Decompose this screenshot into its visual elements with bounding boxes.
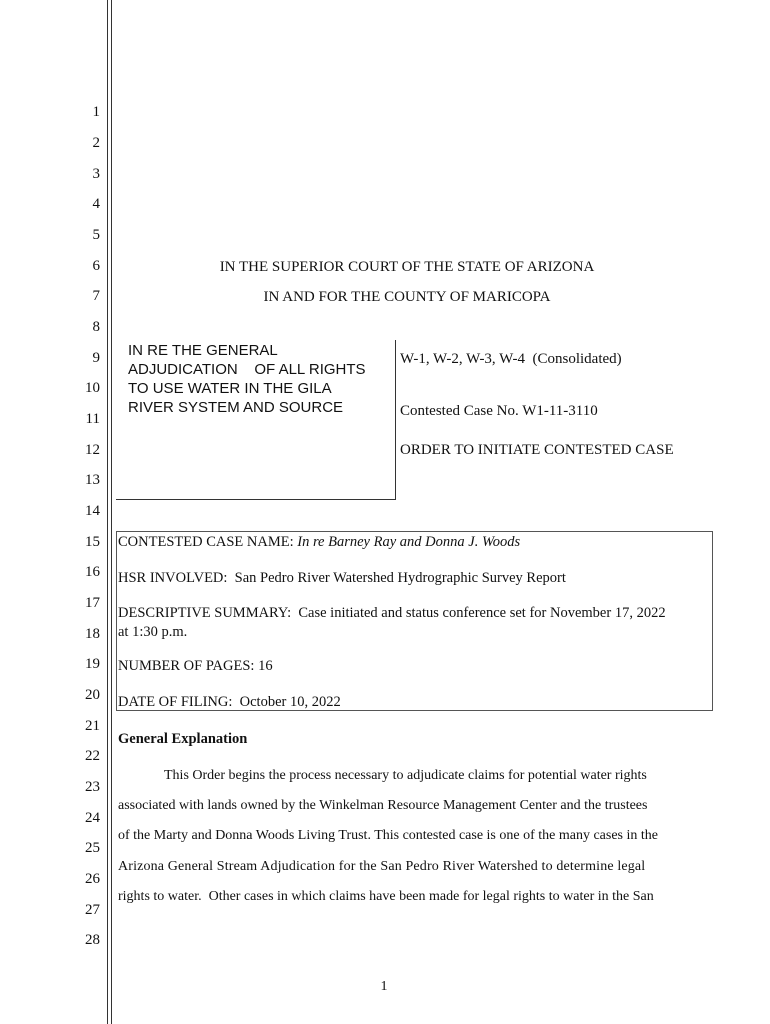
line-number: 20 [85,687,100,703]
line-number: 28 [85,932,100,948]
line-number: 8 [92,319,100,335]
line-number: 16 [85,564,100,580]
body-line: rights to water. Other cases in which claims have been made for legal rights to water in the San [118,889,654,904]
caption-parties [128,341,390,417]
court-title: IN THE SUPERIOR COURT OF THE STATE OF ARIZONA [219,259,595,275]
caption-line: RIVER SYSTEM AND SOURCE [128,399,344,416]
line-number: 25 [85,840,100,856]
body-line: Arizona General Stream Adjudication for the San Pedro River Watershed to determine legal [118,859,646,874]
line-number: 2 [92,135,100,151]
order-title: ORDER TO INITIATE CONTESTED CASE [400,442,674,458]
line-number: 11 [85,411,100,427]
page-number: 1 [380,979,388,994]
consolidated-case-numbers: W-1, W-2, W-3, W-4 (Consolidated) [400,351,622,367]
contested-case-number: Contested Case No. W1-11-3110 [400,403,598,419]
line-number: 1 [92,104,100,120]
caption-line: TO USE WATER IN THE GILA [128,380,332,397]
line-number: 6 [92,258,100,274]
line-number: 23 [85,779,100,795]
line-number: 10 [85,380,100,396]
line-number: 14 [85,503,100,519]
caption-line: ADJUDICATION OF ALL RIGHTS [128,361,366,378]
body-line: of the Marty and Donna Woods Living Trust. This contested case is one of the many cases in the [118,828,658,843]
descriptive-summary-line1: DESCRIPTIVE SUMMARY: Case initiated and status conference set for November 17, 2022 [118,605,666,621]
margin-rule-left [107,0,108,1024]
line-number: 18 [85,626,100,642]
line-number: 12 [85,442,100,458]
line-number: 26 [85,871,100,887]
caption-line: IN RE THE GENERAL [128,342,278,359]
line-number: 24 [85,810,100,826]
section-heading: General Explanation [118,731,248,747]
line-number: 17 [85,595,100,611]
contested-case-name [118,533,520,551]
caption-divider-vertical [395,340,396,500]
line-number: 7 [92,288,100,304]
line-number: 21 [85,718,100,734]
line-number: 5 [92,227,100,243]
date-of-filing: DATE OF FILING: October 10, 2022 [118,694,341,710]
caption-divider-horizontal [116,499,396,500]
line-number: 19 [85,656,100,672]
line-number: 3 [92,166,100,182]
line-number: 13 [85,472,100,488]
body-line: associated with lands owned by the Winkelman Resource Management Center and the trustees [118,798,648,813]
line-number: 9 [92,350,100,366]
case-name-value: In re Barney Ray and Donna J. Woods [297,534,521,550]
descriptive-summary-line2: at 1:30 p.m. [118,624,188,640]
line-number: 27 [85,902,100,918]
line-number: 22 [85,748,100,764]
body-line: This Order begins the process necessary to adjudicate claims for potential water rights [164,768,647,783]
number-of-pages: NUMBER OF PAGES: 16 [118,658,273,674]
margin-rule-right [111,0,112,1024]
line-number: 15 [85,534,100,550]
court-county: IN AND FOR THE COUNTY OF MARICOPA [263,289,551,305]
hsr-involved: HSR INVOLVED: San Pedro River Watershed Hydrographic Survey Report [118,570,566,586]
case-name-label: CONTESTED CASE NAME: [118,534,298,550]
line-number: 4 [92,196,100,212]
